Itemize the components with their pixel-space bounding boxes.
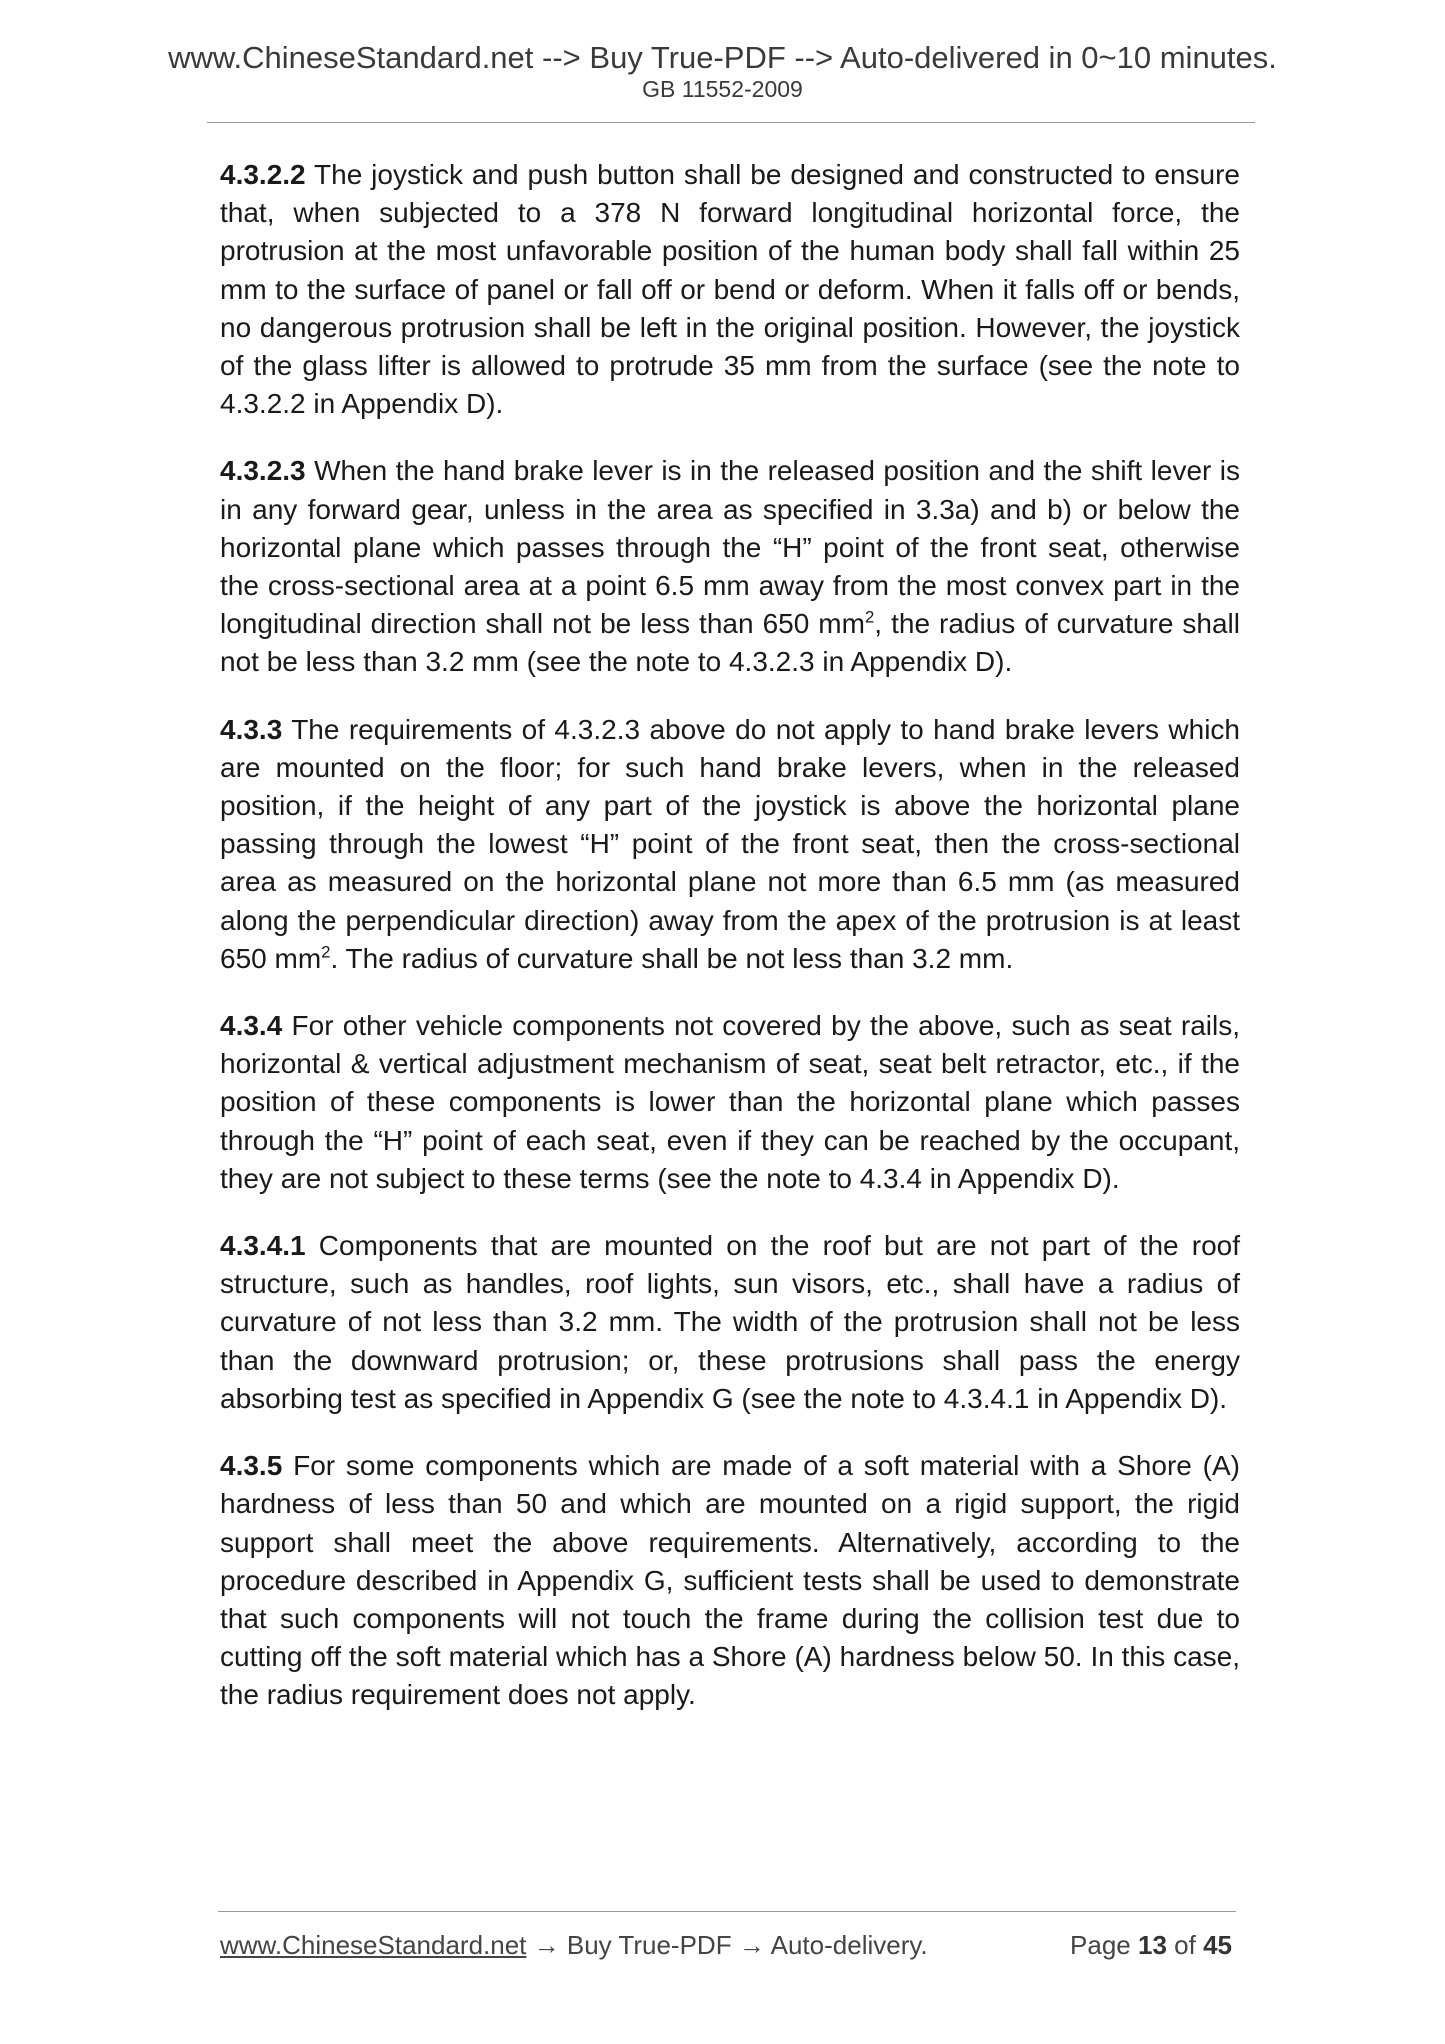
footer-divider (218, 1911, 1236, 1912)
document-body (220, 156, 1240, 1744)
of-label: of (1174, 1930, 1196, 1960)
clause-number: 4.3.5 (220, 1450, 283, 1482)
clause-4-3-2-3 (220, 452, 1240, 681)
top-banner (0, 40, 1445, 76)
banner-sep-1: --> (533, 40, 590, 75)
superscript: 2 (864, 607, 875, 627)
clause-text: For some components which are made of a soft material with a Shore (A) hardness of less than 50 and which are mounted on a rigid support, the rigid support shall meet the above requirements. Alternatively, according to the procedure described in Appendix G, sufficient tests shall be used to demonstrate that such components will not touch the frame during the collision test due to cutting off the soft material which has a Shore (A) hardness below 50. In this case, the radius requirement does not apply. (220, 1450, 1240, 1711)
footer-site-link[interactable]: www.ChineseStandard.net (220, 1930, 527, 1960)
clause-4-3-4 (220, 1007, 1240, 1198)
right-arrow-icon: → (738, 1930, 765, 1960)
footer-buy-text: Buy True-PDF (566, 1930, 732, 1960)
banner-site-link[interactable]: www.ChineseStandard.net (168, 40, 534, 75)
clause-number: 4.3.3 (220, 713, 283, 745)
banner-buy-link[interactable]: Buy True-PDF (589, 40, 786, 75)
clause-text: The requirements of 4.3.2.3 above do not apply to hand brake levers which are mounted on the floor; for such hand brake levers, when in the released position, if the height of any part of the joystick is above the horizontal plane passing through the lowest “H” point of the front seat, then the cross-sectional area as measured on the horizontal plane not more than 6.5 mm (as measured along the perpendicular direction) away from the apex of the protrusion is at least 650 mm (220, 713, 1240, 974)
footer-delivery-text: Auto-delivery. (770, 1930, 928, 1960)
total-pages: 45 (1203, 1930, 1232, 1960)
clause-text-cont: , the radius of curvature shall not be less than 3.2 mm (see the note to 4.3.2.3 in Appendix D). (220, 608, 1241, 678)
clause-text: The joystick and push button shall be designed and constructed to ensure that, when subjected to a 378 N forward longitudinal horizontal force, the protrusion at the most unfavorable position of the human body shall fall within 25 mm to the surface of panel or fall off or bend or deform. When it falls off or bends, no dangerous protrusion shall be left in the original position. However, the joystick of the glass lifter is allowed to protrude 35 mm from the surface (see the note to 4.3.2.2 in Appendix D). (220, 159, 1240, 420)
clause-number: 4.3.2.2 (220, 159, 306, 190)
page-footer (220, 1927, 1236, 1967)
clause-4-3-3 (220, 711, 1240, 978)
clause-text: For other vehicle components not covered by the above, such as seat rails, horizontal & vertical adjustment mechanism of seat, seat belt retractor, etc., if the position of these components is lower than the horizontal plane which passes through the “H” point of each seat, even if they can be reached by the occupant, they are not subject to these terms (see the note to 4.3.4 in Appendix D). (220, 1010, 1240, 1194)
footer-links (220, 1927, 928, 1963)
superscript: 2 (321, 942, 331, 962)
clause-number: 4.3.4 (220, 1010, 283, 1042)
current-page: 13 (1138, 1930, 1167, 1960)
page-label: Page (1070, 1930, 1131, 1960)
page-indicator (1070, 1927, 1232, 1963)
clause-4-3-5 (220, 1447, 1240, 1714)
clause-number: 4.3.2.3 (220, 455, 306, 487)
clause-4-3-2-2 (220, 156, 1240, 423)
clause-text: When the hand brake lever is in the released position and the shift lever is in any forward gear, unless in the area as specified in 3.3a) and b) or below the horizontal plane which passes through the “H” point of the front seat, otherwise the cross-sectional area at a point 6.5 mm away from the most convex part in the longitudinal direction shall not be less than 650 mm (220, 455, 1240, 640)
clause-number: 4.3.4.1 (220, 1230, 306, 1262)
clause-text-cont: . The radius of curvature shall be not less than 3.2 mm. (330, 942, 1014, 974)
clause-4-3-4-1 (220, 1227, 1240, 1418)
header-divider (207, 122, 1255, 123)
clause-text: Components that are mounted on the roof but are not part of the roof structure, such as handles, roof lights, sun visors, etc., shall have a radius of curvature of not less than 3.2 mm. The width of the protrusion shall not be less than the downward protrusion; or, these protrusions shall pass the energy absorbing test as specified in Appendix G (see the note to 4.3.4.1 in Appendix D). (220, 1230, 1240, 1414)
banner-sep-2: --> (785, 40, 841, 75)
standard-code: GB 11552-2009 (642, 76, 803, 102)
right-arrow-icon: → (533, 1930, 560, 1960)
banner-delivery-text: Auto-delivered in 0~10 minutes. (840, 40, 1277, 75)
